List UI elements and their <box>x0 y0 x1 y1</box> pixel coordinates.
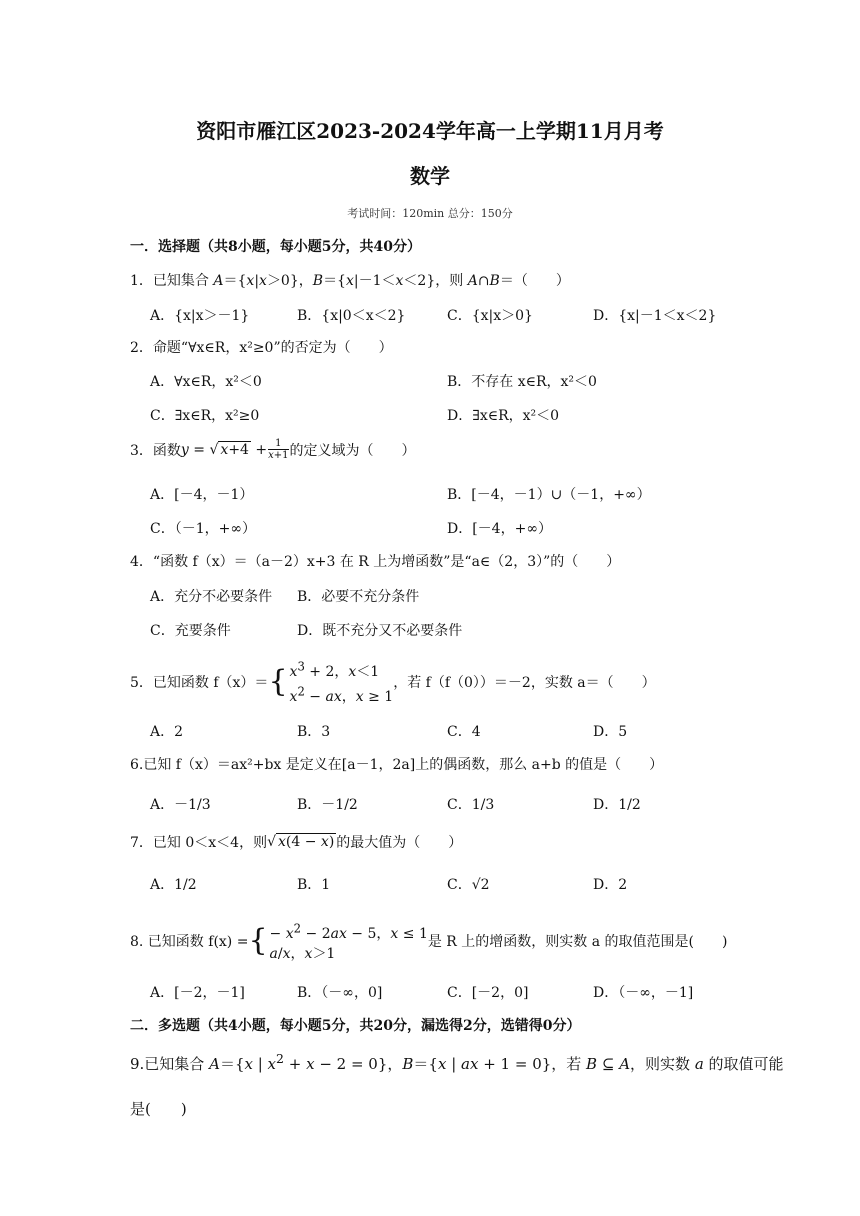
q1-option-c[interactable]: C．{x|x＞0} <box>447 308 533 324</box>
q5-option-a[interactable]: A．2 <box>150 724 184 740</box>
q4-option-a[interactable]: A．充分不必要条件 <box>150 589 273 605</box>
q2-option-b[interactable]: B．不存在 x∈R，x²＜0 <box>447 374 597 390</box>
q6-option-d[interactable]: D．1/2 <box>593 797 641 813</box>
q2-option-d[interactable]: D．∃x∈R，x²＜0 <box>447 408 560 424</box>
q1-option-b[interactable]: B．{x|0＜x＜2} <box>297 308 406 324</box>
q8-option-a[interactable]: A．[－2，－1] <box>150 985 245 1001</box>
question-3: 3．函数 y = √ x+4 + $\frac{1}{x+1}$ 的定义域为（ ） <box>130 438 416 461</box>
question-6: 6.已知 f（x）＝ax²+bx 是定义在[a－1，2a]上的偶函数，那么 a+b 的值是（ ） <box>130 757 664 773</box>
q5-option-c[interactable]: C．4 <box>447 724 481 740</box>
section-multi-heading: 二．多选题（共4小题，每小题5分，共20分，漏选得2分，选错得0分） <box>130 1018 581 1034</box>
q7-option-c[interactable]: C．√2 <box>447 877 490 893</box>
question-5: 5．已知函数 f（x）＝ { $x^3 + 2$，x＜1 $x^2$ − ax，x ≥ 1 ，若 f（f（0））＝－2，实数 a＝（ ） <box>130 659 656 706</box>
exam-info: 考试时间：120min 总分：150分 <box>347 207 513 220</box>
q3-option-d[interactable]: D．[－4，+∞） <box>447 521 552 537</box>
q7-option-b[interactable]: B．1 <box>297 877 331 893</box>
question-9-line2: 是( ) <box>130 1100 187 1118</box>
q6-option-b[interactable]: B．－1/2 <box>297 797 358 813</box>
q4-option-c[interactable]: C．充要条件 <box>150 623 231 639</box>
question-4: 4．“函数 f（x）＝（a－2）x+3 在 R 上为增函数”是“a∈（2，3）”的（ ） <box>130 554 621 570</box>
q5-option-d[interactable]: D．5 <box>593 724 628 740</box>
q5-option-b[interactable]: B．3 <box>297 724 331 740</box>
q8-option-d[interactable]: D．（－∞，－1] <box>593 985 694 1001</box>
q1-option-a[interactable]: A．{x|x＞－1} <box>150 308 250 324</box>
q6-option-c[interactable]: C．1/3 <box>447 797 495 813</box>
q8-option-c[interactable]: C．[－2，0] <box>447 985 529 1001</box>
q6-option-a[interactable]: A．－1/3 <box>150 797 211 813</box>
q4-option-b[interactable]: B．必要不充分条件 <box>297 589 420 605</box>
question-8: 8. 已知函数 f(x) = { − $x^2 - 2ax - 5$，x ≤ 1 a/x，x＞1 是 R 上的增函数，则实数 a 的取值范围是( ) <box>130 921 728 962</box>
q2-option-a[interactable]: A．∀x∈R，x²＜0 <box>150 374 262 390</box>
section-choice-heading: 一．选择题（共8小题，每小题5分，共40分） <box>130 239 421 255</box>
page-title: 资阳市雁江区2023-2024学年高一上学期11月月考 <box>196 119 664 143</box>
q8-option-b[interactable]: B．（－∞，0] <box>297 985 383 1001</box>
subject-title: 数学 <box>410 164 450 188</box>
q1-option-d[interactable]: D．{x|－1＜x＜2} <box>593 308 717 324</box>
q7-option-a[interactable]: A．1/2 <box>150 877 197 893</box>
q3-option-a[interactable]: A．[－4，－1） <box>150 487 254 503</box>
q3-option-c[interactable]: C．（－1，+∞） <box>150 521 257 537</box>
q4-option-d[interactable]: D．既不充分又不必要条件 <box>297 623 463 639</box>
question-2: 2．命题“∀x∈R，x²≥0”的否定为（ ） <box>130 340 393 356</box>
question-7: 7．已知 0＜x＜4，则 √ x(4 − x) 的最大值为（ ） <box>130 834 463 851</box>
q7-option-d[interactable]: D．2 <box>593 877 628 893</box>
q2-option-c[interactable]: C．∃x∈R，x²≥0 <box>150 408 260 424</box>
question-1: 1．已知集合 A＝{x|x＞0}，B＝{x|－1＜x＜2}，则 A∩B＝（ ） <box>130 273 570 289</box>
q3-option-b[interactable]: B．[－4，－1）∪（－1，+∞） <box>447 487 651 503</box>
question-9: 9.已知集合 A＝{x | $x^2 + x - 2 = 0$}，B＝{x | ax + 1 = 0}，若 B ⊆ A，则实数 a 的取值可能 <box>130 1051 784 1073</box>
